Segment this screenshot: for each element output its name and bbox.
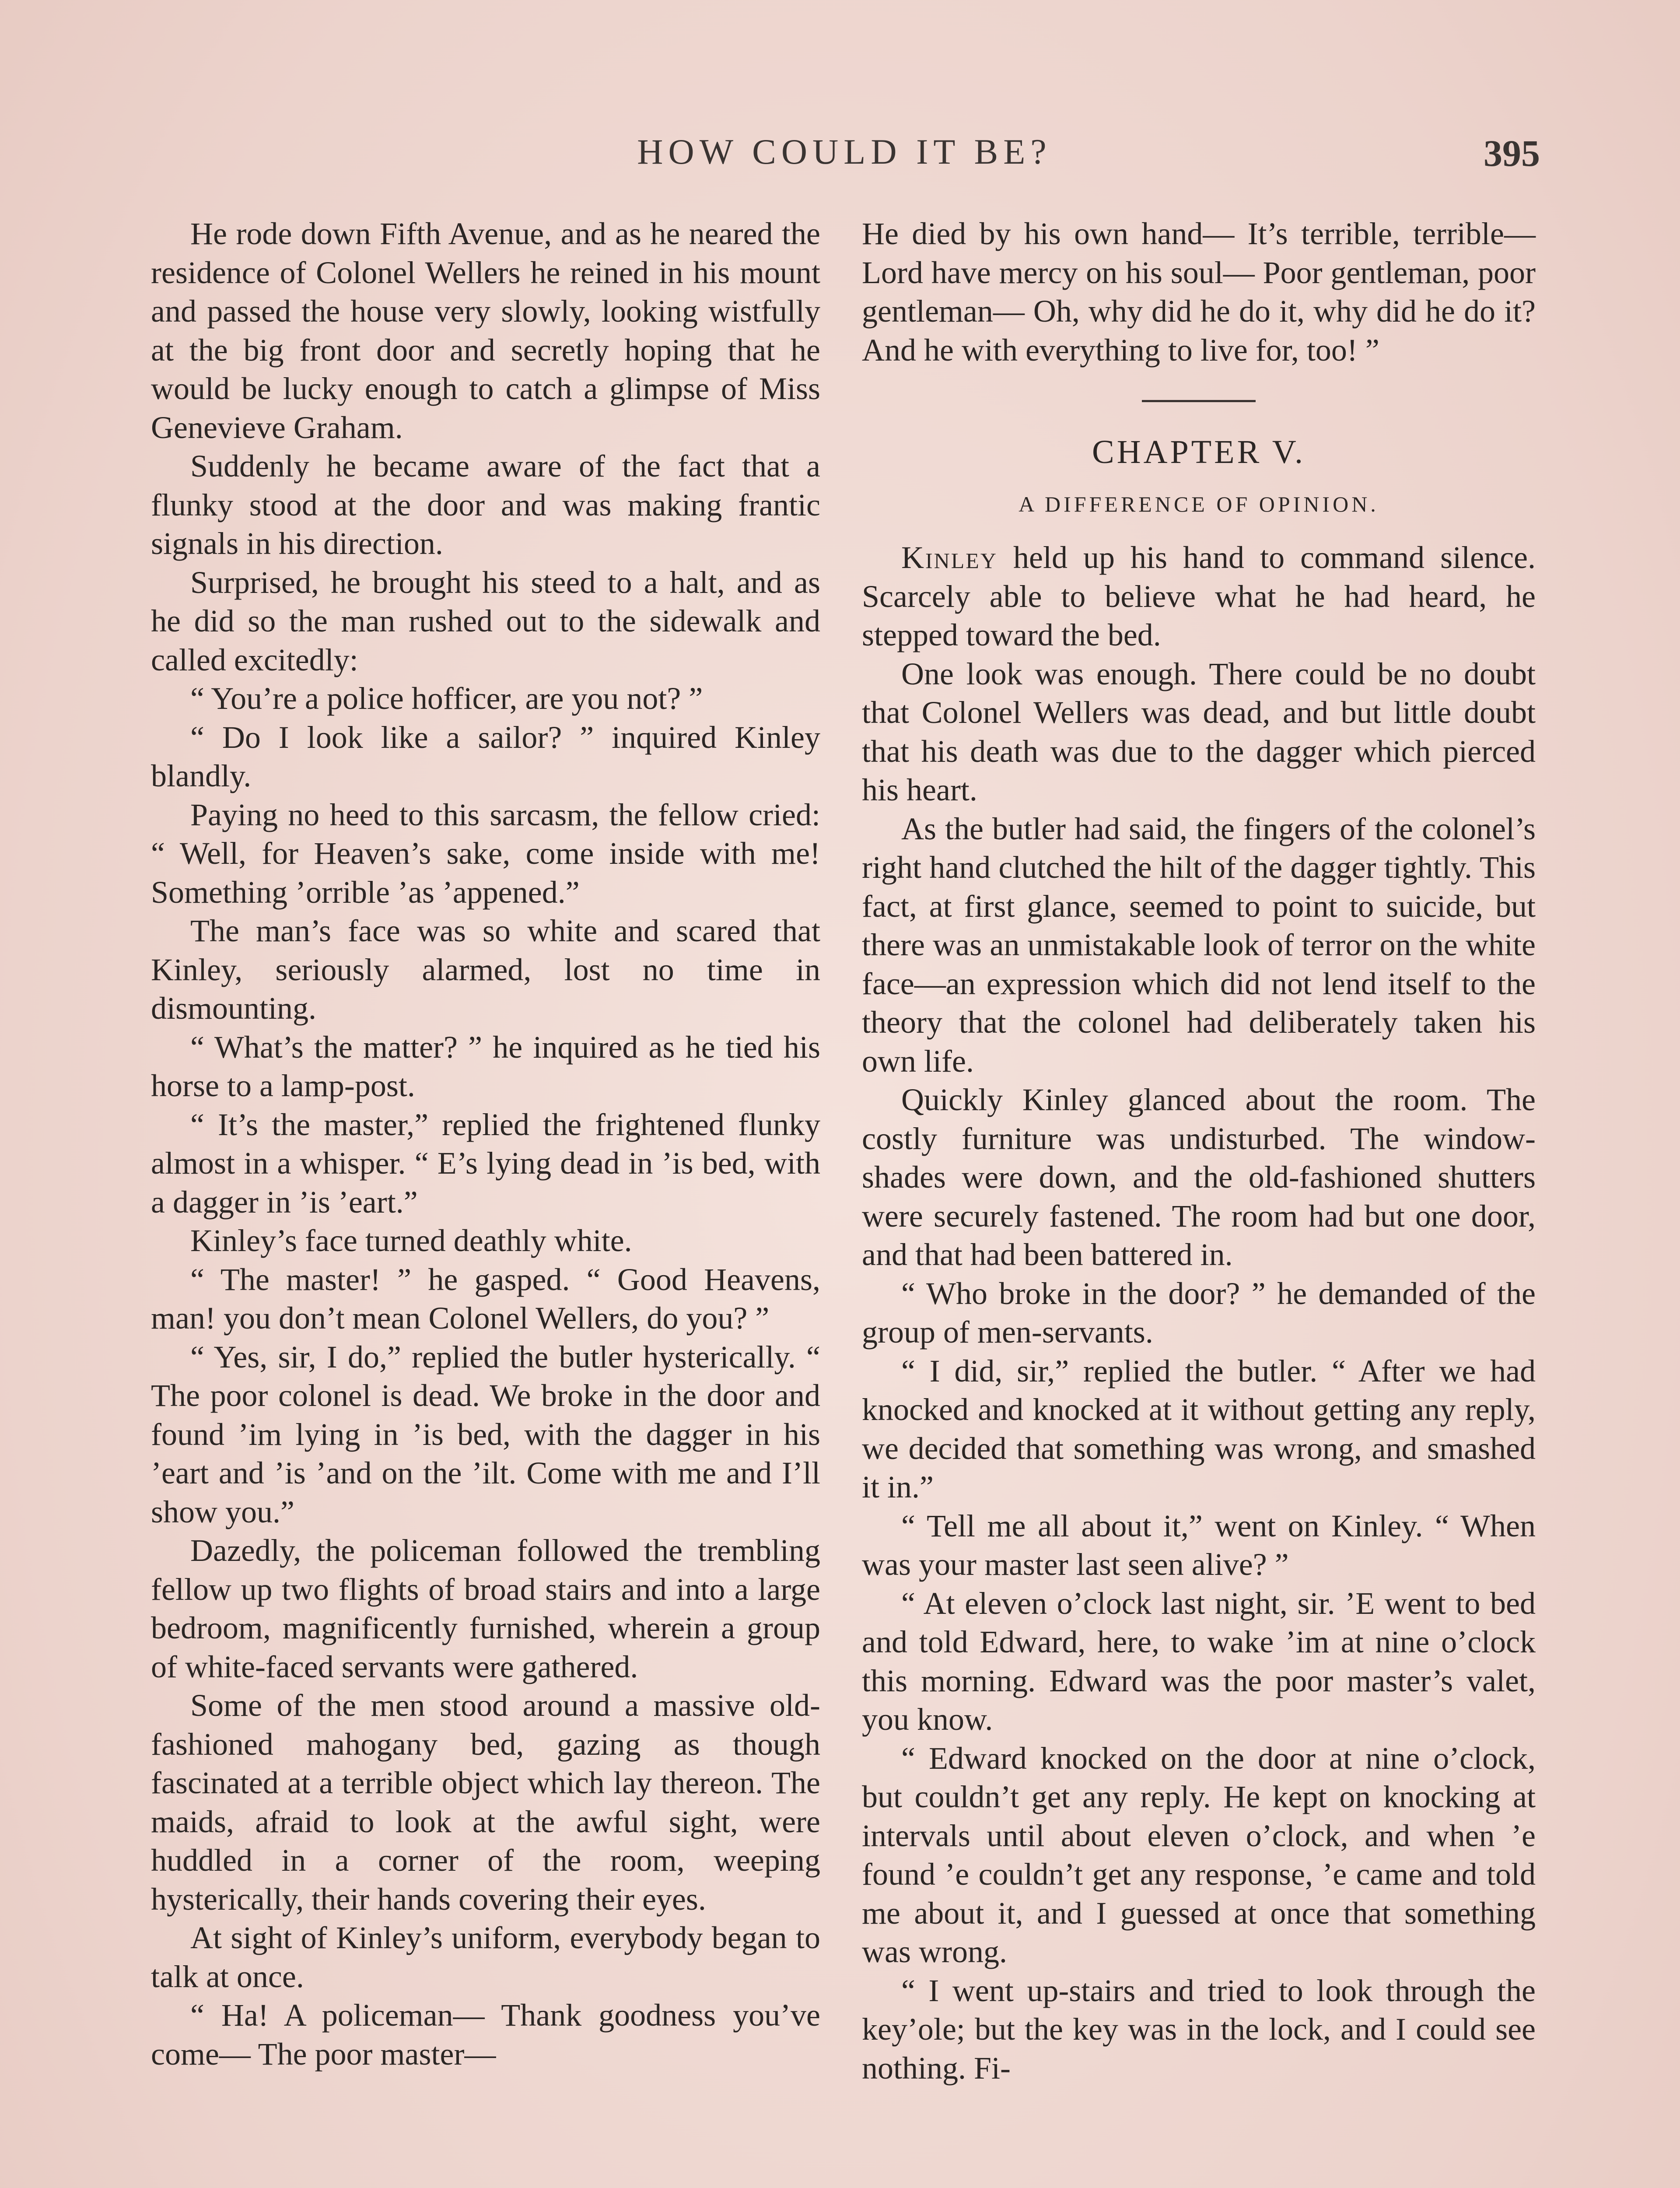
section-rule [1142, 400, 1256, 402]
paragraph: “ At eleven o’clock last night, sir. ’E went to bed and told Edward, here, to wake ’im at nine o’clock this morning. Edward was the poor master’s valet, you know. [862, 1585, 1536, 1737]
chapter-first-paragraph [862, 538, 1536, 655]
lead-rest: held up his hand to command silence. Scarcely able to believe what he had heard, he stepped toward the bed. [862, 540, 1536, 652]
paragraph: He rode down Fifth Avenue, and as he neared the residence of Colonel Wellers he reined in his mount and passed the house very slowly, looking wistfully at the big front door and secretly hoping that he would be lucky enough to catch a glimpse of Miss Genevieve Graham. [151, 216, 820, 445]
paragraph: As the butler had said, the fingers of the colonel’s right hand clutched the hilt of the dagger tightly. This fact, at first glance, seemed to point to suicide, but there was an unmistakable look of terror on the white face—an expression which did not lend itself to the theory that the colonel had deliberately taken his own life. [862, 811, 1536, 1079]
paragraph: “ Yes, sir, I do,” replied the butler hysterically. “ The poor colonel is dead. We broke in the door and found ’im lying in ’is bed, with the dagger in his ’eart and ’is ’and on the ’ilt. Come with me and I’ll show you.” [151, 1339, 820, 1529]
paragraph: “ I did, sir,” replied the butler. “ After we had knocked and knocked at it without getting any reply, we decided that something was wrong, and smashed it in.” [862, 1353, 1536, 1504]
left-column [151, 214, 820, 2073]
paragraph: “ You’re a police hofficer, are you not? ” [190, 681, 703, 716]
paragraph: Suddenly he became aware of the fact that a flunky stood at the door and was making frantic signals in his direction. [151, 449, 820, 561]
paragraph: “ Do I look like a sailor? ” inquired Kinley blandly. [151, 719, 820, 793]
paragraph: “ Ha! A policeman— Thank goodness you’ve come— The poor master— [151, 1998, 820, 2072]
paragraph: “ Tell me all about it,” went on Kinley. “ When was your master last seen alive? ” [862, 1508, 1536, 1582]
paragraph: Kinley’s face turned deathly white. [190, 1223, 632, 1258]
chapter-title: CHAPTER V. [1092, 434, 1306, 470]
paragraph: “ Edward knocked on the door at nine o’clock, but couldn’t get any reply. He kept on knocking at intervals until about eleven o’clock, and when ’e found ’e couldn’t get any response, ’e came and told me about it, and I guessed at once that something was wrong. [862, 1740, 1536, 1969]
paragraph: The man’s face was so white and scared that Kinley, seriously alarmed, lost no time in dismounting. [151, 913, 820, 1026]
paragraph: Paying no heed to this sarcasm, the fellow cried: “ Well, for Heaven’s sake, come inside with me! Something ’orrible ’as ’appened.” [151, 797, 820, 910]
paragraph: Quickly Kinley glanced about the room. The costly furniture was undisturbed. The window-shades were down, and the old-fashioned shutters were securely fastened. The room had but one door, and that had been battered in. [862, 1082, 1536, 1272]
paragraph: “ What’s the matter? ” he inquired as he tied his horse to a lamp-post. [151, 1029, 820, 1103]
paragraph: “ The master! ” he gasped. “ Good Heavens, man! you don’t mean Colonel Wellers, do you? ” [151, 1262, 820, 1336]
paragraph: One look was enough. There could be no doubt that Colonel Wellers was dead, and but little doubt that his death was due to the dagger which pierced his heart. [862, 656, 1536, 807]
paragraph: “ Who broke in the door? ” he demanded of the group of men-servants. [862, 1276, 1536, 1350]
running-title: HOW COULD IT BE? [637, 132, 1052, 172]
continued-paragraph: He died by his own hand— It’s terrible, terrible— Lord have mercy on his soul— Poor gentleman, poor gentleman— Oh, why did he do it, why did he do it? And he with everything to live for, too! ” [862, 216, 1536, 368]
paragraph: Surprised, he brought his steed to a halt, and as he did so the man rushed out to the sidewalk and called excitedly: [151, 565, 820, 677]
page-number: 395 [1484, 132, 1540, 174]
chapter-subtitle: A DIFFERENCE OF OPINION. [1018, 491, 1379, 516]
right-column [862, 214, 1536, 2087]
paragraph: “ It’s the master,” replied the frightened flunky almost in a whisper. “ E’s lying dead in ’is bed, with a dagger in ’is ’eart.” [151, 1107, 820, 1220]
paragraph: At sight of Kinley’s uniform, everybody began to talk at once. [151, 1920, 820, 1994]
paragraph: “ I went up-stairs and tried to look through the key’ole; but the key was in the lock, and I could see nothing. Fi- [862, 1973, 1536, 2086]
paragraph: Dazedly, the policeman followed the trembling fellow up two flights of broad stairs and into a large bedroom, magnificently furnished, wherein a group of white-faced servants were gathered. [151, 1533, 820, 1684]
paragraph: Some of the men stood around a massive old-fashioned mahogany bed, gazing as though fascinated at a terrible object which lay thereon. The maids, afraid to look at the awful sight, were huddled in a corner of the room, weeping hysterically, their hands covering their eyes. [151, 1688, 820, 1917]
lead-word: Kinley [901, 540, 998, 575]
running-head [149, 131, 1540, 179]
